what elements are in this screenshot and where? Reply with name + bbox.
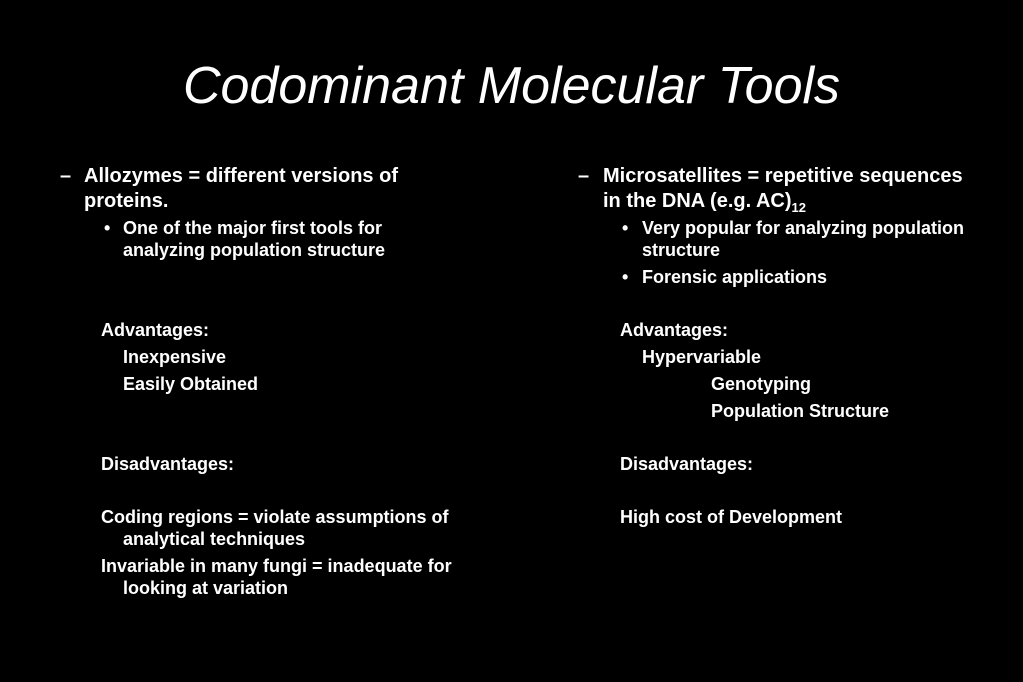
right-sub-bullet: • [622, 267, 629, 287]
right-heading-dash: – [578, 165, 590, 187]
left-heading-line1: Allozymes = different versions of [84, 165, 398, 187]
left-disadvantages-label: Disadvantages: [101, 454, 235, 474]
left-advantage-item: Easily Obtained [123, 374, 259, 394]
left-disadvantage-line1: Invariable in many fungi = inadequate for [101, 556, 452, 576]
right-advantage-subitem: Population Structure [711, 401, 890, 421]
right-heading-line2 [603, 189, 806, 213]
left-advantage-item: Inexpensive [123, 347, 227, 367]
left-heading-line2: proteins. [84, 190, 169, 212]
right-advantage-subitem: Genotyping [711, 374, 811, 394]
right-heading-line1: Microsatellites = repetitive sequences [603, 165, 963, 187]
left-sub-item-line1: One of the major first tools for [123, 218, 383, 238]
left-disadvantage-line2: looking at variation [123, 578, 289, 598]
left-sub-item-line2: analyzing population structure [123, 240, 386, 260]
left-disadvantage-line2: analytical techniques [123, 529, 306, 549]
left-disadvantage-line1: Coding regions = violate assumptions of [101, 507, 449, 527]
right-sub-bullet: • [622, 218, 629, 238]
right-advantage-item: Hypervariable [642, 347, 762, 367]
right-sub-item-line2: structure [642, 240, 721, 260]
left-heading-dash: – [60, 165, 72, 187]
right-sub-item-line1: Very popular for analyzing population [642, 218, 965, 238]
right-sub-item-line1: Forensic applications [642, 267, 828, 287]
left-sub-bullet: • [104, 218, 111, 238]
right-disadvantage-item: High cost of Development [620, 507, 843, 527]
right-advantages-label: Advantages: [620, 320, 729, 340]
slide-title: Codominant Molecular Tools [182, 57, 841, 115]
left-advantages-label: Advantages: [101, 320, 210, 340]
right-disadvantages-label: Disadvantages: [620, 454, 754, 474]
right-heading-line2-text: in the DNA (e.g. AC) [603, 190, 792, 212]
right-heading-subscript: 12 [791, 200, 806, 215]
